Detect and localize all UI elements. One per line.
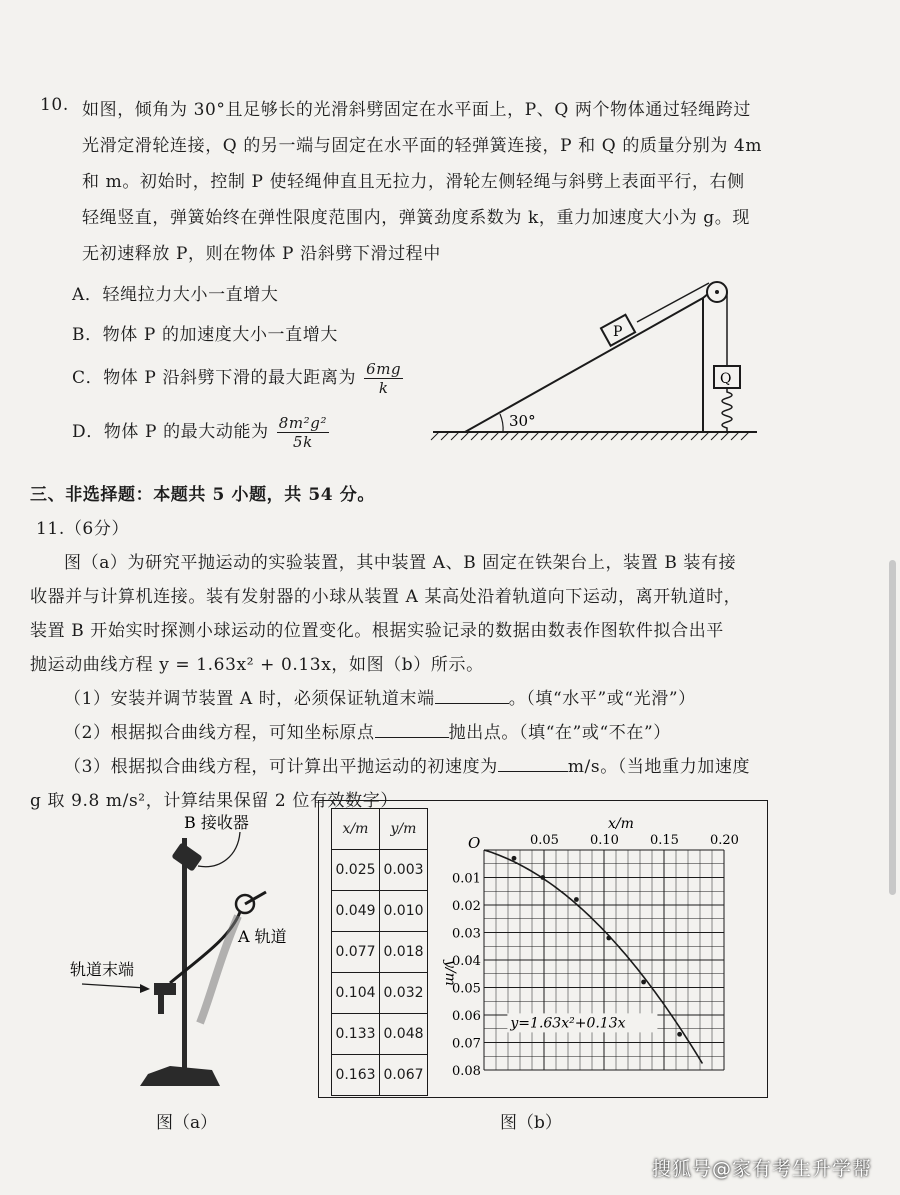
section-3-heading: 三、非选择题：本题共 5 小题，共 54 分。 xyxy=(30,485,375,505)
table-cell: 0.049 xyxy=(332,891,380,932)
table-header-x: x/m xyxy=(332,809,380,850)
table-cell: 0.025 xyxy=(332,850,380,891)
q11-part-1-hint: 。（填“水平”或“光滑”） xyxy=(508,689,696,709)
q10-option-c xyxy=(72,360,403,397)
table-cell: 0.003 xyxy=(380,850,428,891)
table-row xyxy=(332,1014,428,1055)
q11-part-1 xyxy=(64,684,696,709)
x-tick-label: 0.05 xyxy=(530,833,559,848)
page-scrollbar[interactable] xyxy=(889,560,896,895)
y-tick-label: 0.01 xyxy=(452,871,481,887)
q10-option-d-fraction xyxy=(277,414,329,451)
y-tick-label: 0.06 xyxy=(452,1009,481,1024)
angle-label: 30° xyxy=(509,412,536,430)
table-cell: 0.133 xyxy=(332,1014,380,1055)
track-end-label: 轨道末端 xyxy=(70,960,135,979)
q11-part-3 xyxy=(64,752,750,777)
device-a-arm xyxy=(245,892,266,904)
x-tick-label: 0.15 xyxy=(650,833,679,848)
fraction-numerator: 6mg xyxy=(366,360,402,378)
table-header-y: y/m xyxy=(380,809,428,850)
q10-line-1: 如图，倾角为 30°且足够长的光滑斜劈固定在水平面上，P、Q 两个物体通过轻绳跨过 xyxy=(82,100,751,120)
rope-left xyxy=(637,283,709,322)
track-end-post xyxy=(158,994,164,1014)
q10-option-c-fraction xyxy=(364,360,403,397)
table-cell: 0.010 xyxy=(380,891,428,932)
table-cell: 0.077 xyxy=(332,932,380,973)
x-tick-label: 0.20 xyxy=(710,833,739,848)
data-point xyxy=(606,936,611,941)
answer-blank-3[interactable] xyxy=(498,757,568,772)
incline-pulley-diagram xyxy=(425,270,765,442)
figure-b-caption: 图（b） xyxy=(500,1113,562,1133)
data-point xyxy=(641,980,646,985)
block-p xyxy=(601,315,636,347)
angle-arc xyxy=(500,414,503,432)
q10-option-d xyxy=(72,414,329,451)
arrow-head-icon xyxy=(140,984,150,993)
spring-icon xyxy=(722,388,732,432)
fraction-numerator: 8m²g² xyxy=(278,414,328,432)
track-support xyxy=(200,916,238,1023)
q11-part-3-text: （3）根据拟合曲线方程，可计算出平抛运动的初速度为 xyxy=(64,757,498,777)
q10-number: 10. xyxy=(40,95,69,115)
track-end-arrow xyxy=(82,984,146,988)
receiver-label: B 接收器 xyxy=(184,813,249,832)
answer-blank-2[interactable] xyxy=(375,723,449,738)
x-axis-label: x/m xyxy=(608,816,634,832)
q11-part-3-continued: g 取 9.8 m/s²，计算结果保留 2 位有效数字） xyxy=(30,791,398,811)
table-cell: 0.163 xyxy=(332,1055,380,1096)
table-row xyxy=(332,932,428,973)
q10-line-3: 和 m。初始时，控制 P 使轻绳伸直且无拉力，滑轮左侧轻绳与斜劈上表面平行，右侧 xyxy=(82,172,745,192)
q10-line-2: 光滑定滑轮连接，Q 的另一端与固定在水平面的轻弹簧连接，P 和 Q 的质量分别为 4m xyxy=(82,136,763,156)
q11-intro-1: 图（a）为研究平抛运动的实验装置，其中装置 A、B 固定在铁架台上，装置 B 装有接 xyxy=(64,553,737,573)
fraction-denominator: 5k xyxy=(292,433,313,451)
data-point xyxy=(540,875,545,880)
table-header-row xyxy=(332,809,428,850)
q11-part-1-text: （1）安装并调节装置 A 时，必须保证轨道末端 xyxy=(64,689,435,709)
y-tick-label: 0.02 xyxy=(452,899,481,914)
q11-part-2 xyxy=(64,718,671,743)
stand-base xyxy=(140,1066,220,1086)
table-row xyxy=(332,973,428,1014)
q11-header: 11.（6分） xyxy=(36,519,130,539)
y-tick-label: 0.05 xyxy=(452,981,481,997)
q10-option-d-text: D．物体 P 的最大动能为 xyxy=(72,422,269,442)
trajectory-chart xyxy=(430,806,762,1088)
data-table xyxy=(331,808,428,1096)
q10-option-b: B．物体 P 的加速度大小一直增大 xyxy=(72,325,338,345)
track-end-clamp xyxy=(154,983,176,995)
data-point xyxy=(512,856,517,861)
y-tick-label: 0.04 xyxy=(452,954,481,969)
fraction-denominator: k xyxy=(378,379,389,397)
apparatus-figure xyxy=(70,808,300,1093)
q11-intro-4: 抛运动曲线方程 y = 1.63x² + 0.13x，如图（b）所示。 xyxy=(30,655,484,675)
data-point xyxy=(677,1032,682,1037)
y-axis-label: y/m xyxy=(442,960,458,986)
receiver-b-device xyxy=(171,842,203,872)
x-tick-label: 0.10 xyxy=(590,833,619,848)
y-tick-label: 0.03 xyxy=(452,926,481,942)
q11-part-3-hint: m/s。（当地重力加速度 xyxy=(567,757,751,777)
track-label: A 轨道 xyxy=(238,927,287,946)
q11-intro-2: 收器并与计算机连接。装有发射器的小球从装置 A 某高处沿着轨道向下运动，离开轨道时， xyxy=(30,587,742,607)
q10-option-c-text: C．物体 P 沿斜劈下滑的最大距离为 xyxy=(72,368,357,388)
ground-hatching xyxy=(431,432,749,440)
q11-part-2-text: （2）根据拟合曲线方程，可知坐标原点 xyxy=(64,723,375,743)
block-p-label: P xyxy=(613,324,623,340)
answer-blank-1[interactable] xyxy=(435,689,509,704)
watermark-text: 搜狐号@家有考生升学帮 xyxy=(651,1158,872,1180)
pulley-axle xyxy=(715,290,719,294)
incline-wedge xyxy=(465,298,703,432)
stand-pole xyxy=(182,838,187,1073)
origin-label: O xyxy=(468,834,481,852)
y-tick-label: 0.07 xyxy=(452,1036,481,1052)
block-q-label: Q xyxy=(720,371,732,387)
table-cell: 0.018 xyxy=(380,932,428,973)
q10-line-4: 轻绳竖直，弹簧始终在弹性限度范围内，弹簧劲度系数为 k，重力加速度大小为 g。现 xyxy=(82,208,750,228)
table-row xyxy=(332,1055,428,1096)
receiver-cable xyxy=(198,832,240,867)
table-row xyxy=(332,891,428,932)
table-cell: 0.067 xyxy=(380,1055,428,1096)
table-cell: 0.104 xyxy=(332,973,380,1014)
figure-a-caption: 图（a） xyxy=(156,1113,218,1133)
q11-part-2-hint: 抛出点。（填“在”或“不在”） xyxy=(448,723,671,743)
chart-grid xyxy=(484,850,724,1070)
q11-intro-3: 装置 B 开始实时探测小球运动的位置变化。根据实验记录的数据由数表作图软件拟合出平 xyxy=(30,621,724,641)
q10-option-a: A．轻绳拉力大小一直增大 xyxy=(72,285,279,305)
y-tick-label: 0.08 xyxy=(452,1064,481,1079)
table-cell: 0.048 xyxy=(380,1014,428,1055)
table-row xyxy=(332,850,428,891)
q10-line-5: 无初速释放 P，则在物体 P 沿斜劈下滑过程中 xyxy=(82,244,441,264)
table-cell: 0.032 xyxy=(380,973,428,1014)
data-point xyxy=(574,897,579,902)
fit-equation-label: y=1.63x²+0.13x xyxy=(510,1015,626,1032)
